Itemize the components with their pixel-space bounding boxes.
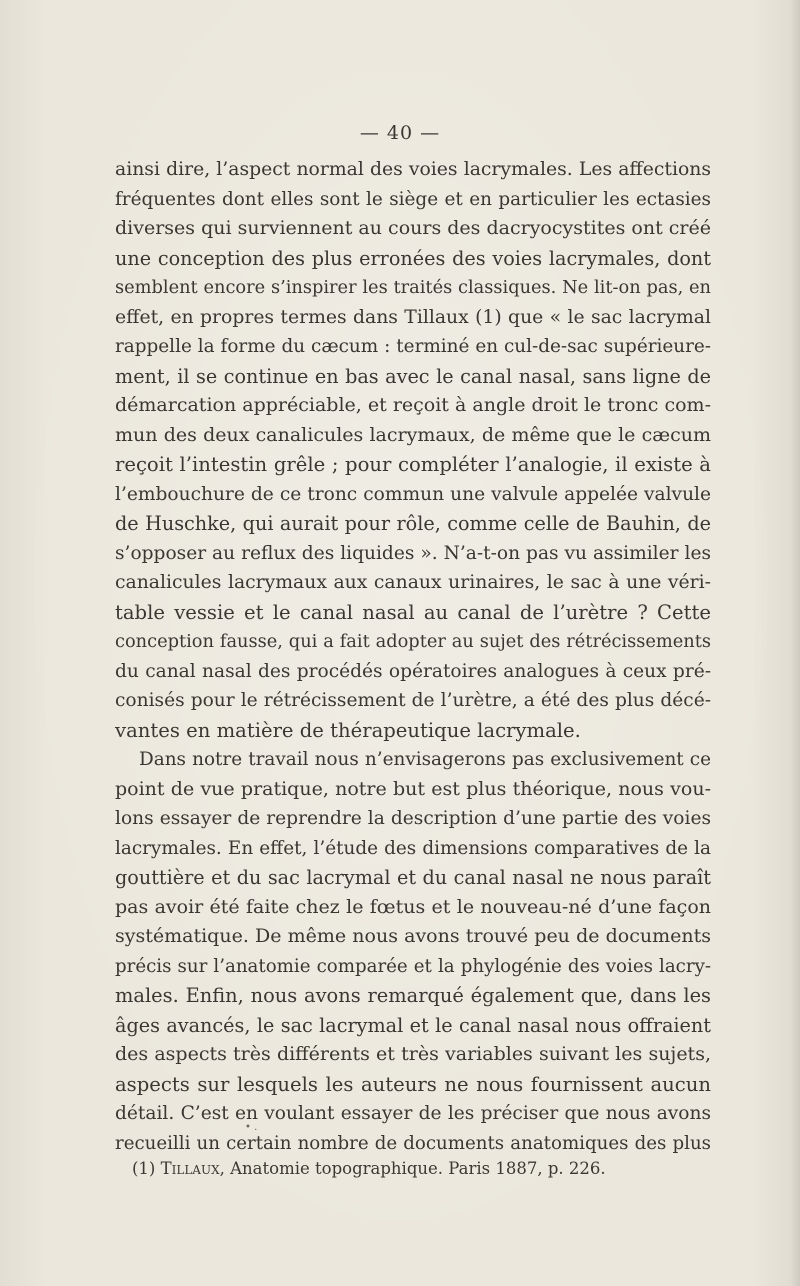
footnote xyxy=(132,1158,606,1180)
text-line: lacrymales. En effet, l’étude des dimensions comparatives de la xyxy=(115,837,711,859)
text-line: recueilli un certain nombre de documents anatomiques des plus xyxy=(115,1132,711,1154)
text-line: lons essayer de reprendre la description d’une partie des voies xyxy=(115,808,711,829)
text-line: s’opposer au reflux des liquides ». N’a-t-on pas vu assimiler les xyxy=(115,542,711,564)
text-line: une conception des plus erronées des voies lacrymales, dont xyxy=(115,246,711,270)
page-number: — 40 — xyxy=(359,122,441,144)
text-line: ainsi dire, l’aspect normal des voies lacrymales. Les affections xyxy=(115,159,711,180)
text-line: fréquentes dont elles sont le siège et en particulier les ectasies xyxy=(115,188,711,210)
text-line: effet, en propres termes dans Tillaux (1) que « le sac lacrymal xyxy=(115,306,711,328)
text-line: précis sur l’anatomie comparée et la phylogénie des voies lacry- xyxy=(115,955,711,977)
text-line: âges avancés, le sac lacrymal et le canal nasal nous offraient xyxy=(115,1013,711,1037)
text-line: vantes en matière de thérapeutique lacrymale. xyxy=(115,718,581,742)
body-text xyxy=(115,155,711,1158)
text-line: diverses qui surviennent au cours des dacryocystites ont créé xyxy=(115,217,711,239)
footnote-divider: • . xyxy=(245,1122,258,1133)
text-line: des aspects très différents et très variables suivant les sujets, xyxy=(115,1043,711,1065)
text-line: canalicules lacrymaux aux canaux urinaires, le sac à une véri- xyxy=(115,572,711,593)
page-edge-shadow xyxy=(790,0,800,1286)
text-line: ment, il se continue en bas avec le canal nasal, sans ligne de xyxy=(115,364,711,388)
text-line: reçoit l’intestin grêle ; pour compléter l’analogie, il existe à xyxy=(115,453,711,476)
text-line: Dans notre travail nous n’envisagerons pas exclusivement ce xyxy=(139,749,711,770)
text-line: aspects sur lesquels les auteurs ne nous fournissent aucun xyxy=(115,1072,711,1096)
text-line: males. Enfin, nous avons remarqué également que, dans les xyxy=(115,984,711,1007)
text-line: point de vue pratique, notre but est plus théorique, nous vou- xyxy=(115,777,711,800)
text-line: gouttière et du sac lacrymal et du canal nasal ne nous paraît xyxy=(115,866,711,889)
text-line: pas avoir été faite chez le fœtus et le nouveau-né d’une façon xyxy=(115,895,711,918)
text-line: table vessie et le canal nasal au canal de l’urètre ? Cette xyxy=(115,600,711,624)
footnote-author: Tillaux xyxy=(160,1159,220,1178)
text-line: démarcation appréciable, et reçoit à angle droit le tronc com- xyxy=(115,394,711,416)
text-line: de Huschke, qui aurait pour rôle, comme celle de Bauhin, de xyxy=(115,512,711,535)
text-line: conception fausse, qui a fait adopter au sujet des rétrécissements xyxy=(115,631,711,652)
text-line: conisés pour le rétrécissement de l’urètre, a été des plus décé- xyxy=(115,690,711,711)
footnote-marker: (1) xyxy=(132,1159,156,1178)
text-line: rappelle la forme du cæcum : terminé en cul-de-sac supérieure- xyxy=(115,336,711,357)
text-line: du canal nasal des procédés opératoires analogues à ceux pré- xyxy=(115,660,711,682)
text-line: l’embouchure de ce tronc commun une valvule appelée valvule xyxy=(115,483,711,505)
footnote-text: , Anatomie topographique. Paris 1887, p. 226. xyxy=(219,1159,606,1178)
text-line: mun des deux canalicules lacrymaux, de même que le cæcum xyxy=(115,423,711,446)
text-line: détail. C’est en voulant essayer de les préciser que nous avons xyxy=(115,1103,711,1124)
text-line: systématique. De même nous avons trouvé peu de documents xyxy=(115,925,711,947)
text-line: semblent encore s’inspirer les traités classiques. Ne lit-on pas, en xyxy=(115,277,711,298)
